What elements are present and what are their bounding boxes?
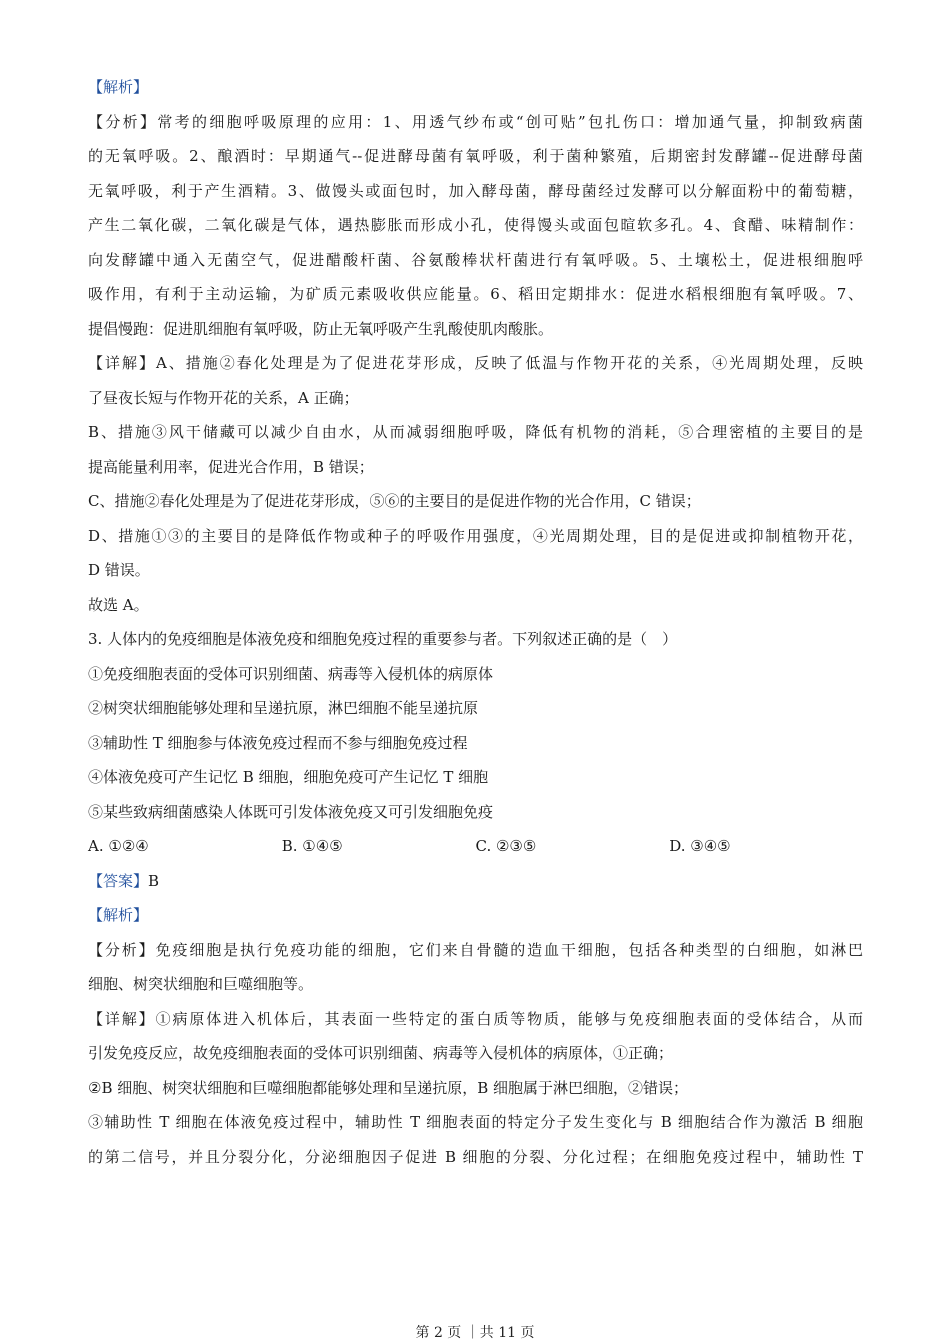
- q3-statement: ⑤某些致病细菌感染人体既可引发体液免疫又可引发细胞免疫: [88, 802, 494, 821]
- q2-fenxi-line: 产生二氧化碳，二氧化碳是气体，遇热膨胀而形成小孔，使得馒头或面包暄软多孔。4、食醋、味精制作：: [88, 216, 863, 234]
- q2-fenxi-line: 提倡慢跑：促进肌细胞有氧呼吸，防止无氧呼吸产生乳酸使肌肉酸胀。: [88, 319, 554, 338]
- q3-statement: ②树突状细胞能够处理和呈递抗原，淋巴细胞不能呈递抗原: [88, 699, 479, 717]
- q2-fenxi-line: 吸作用，有利于主动运输，为矿质元素吸收供应能量。6、稻田定期排水：促进水稻根细胞有氧呼吸。7、: [88, 285, 863, 303]
- q2-fenxi-line: 的无氧呼吸。2、酿酒时：早期通气--促进酵母菌有氧呼吸，利于菌种繁殖，后期密封发酵罐--促进酵母菌: [88, 147, 863, 165]
- xiangjie-tag: 【详解】: [88, 1009, 156, 1028]
- page-footer: 第 2 页 ｜共 11 页: [415, 1325, 535, 1341]
- fenxi-tag: 【分析】: [88, 940, 156, 959]
- q2-fenxi-line: 向发酵罐中通入无菌空气，促进醋酸杆菌、谷氨酸棒状杆菌进行有氧呼吸。5、土壤松土，促进根细胞呼: [88, 250, 863, 269]
- q2-xiangjie-line: 提高能量利用率，促进光合作用，B 错误；: [88, 457, 374, 476]
- answer-value: B: [148, 871, 160, 890]
- q3-statement: ③辅助性 T 细胞参与体液免疫过程而不参与细胞免疫过程: [88, 733, 468, 752]
- q2-xiangjie-line: D、措施①③的主要目的是降低作物或种子的呼吸作用强度，④光周期处理，目的是促进或抑制植物开花，: [88, 526, 863, 545]
- q2-fenxi-line: 【分析】常考的细胞呼吸原理的应用：1、用透气纱布或“创可贴”包扎伤口：增加通气量，抑制致病菌: [88, 112, 863, 131]
- option-b: B. ①④⑤: [281, 837, 343, 855]
- option-c: C. ②③⑤: [475, 837, 537, 855]
- answer-tag: 【答案】: [88, 871, 149, 890]
- q2-xiangjie-line: D 错误。: [88, 561, 150, 579]
- q3-stem: 3. 人体内的免疫细胞是体液免疫和细胞免疫过程的重要参与者。下列叙述正确的是（ ）: [88, 630, 678, 648]
- q2-xiangjie-line: C、措施②春化处理是为了促进花芽形成，⑤⑥的主要目的是促进作物的光合作用，C 错误；: [88, 492, 701, 510]
- q2-xiangjie-line: B、措施③风干储藏可以减少自由水，从而减弱细胞呼吸，降低有机物的消耗，⑤合理密植的主要目的是: [88, 423, 863, 441]
- q3-xiangjie-line: 的第二信号，并且分裂分化，分泌细胞因子促进 B 细胞的分裂、分化过程；在细胞免疫过程中，辅助性 T: [88, 1147, 863, 1166]
- q3-xiangjie-line: ②B 细胞、树突状细胞和巨噬细胞都能够处理和呈递抗原，B 细胞属于淋巴细胞，②错误；: [88, 1078, 689, 1097]
- q2-xiangjie-line: 【详解】A、措施②春化处理是为了促进花芽形成，反映了低温与作物开花的关系，④光周期处理，反映: [88, 354, 863, 372]
- q3-xiangjie-line: ③辅助性 T 细胞在体液免疫过程中，辅助性 T 细胞表面的特定分子发生变化与 B 细胞结合作为激活 B 细胞: [88, 1113, 863, 1131]
- q2-xiangjie-line: 故选 A。: [88, 595, 149, 614]
- q3-xiangjie-line: 【详解】①病原体进入机体后，其表面一些特定的蛋白质等物质，能够与免疫细胞表面的受体结合，从而: [88, 1009, 863, 1028]
- q2-xiangjie-line: 了昼夜长短与作物开花的关系，A 正确；: [88, 388, 359, 407]
- q3-options: [88, 829, 863, 864]
- document-body: [88, 70, 863, 1174]
- option-a: A. ①②④: [88, 837, 149, 855]
- option-d: D. ③④⑤: [669, 837, 731, 855]
- q3-answer: [88, 864, 863, 899]
- q3-statement: ④体液免疫可产生记忆 B 细胞，细胞免疫可产生记忆 T 细胞: [88, 768, 489, 786]
- q3-xiangjie-line: 引发免疫反应，故免疫细胞表面的受体可识别细菌、病毒等入侵机体的病原体，①正确；: [88, 1044, 674, 1062]
- fenxi-tag: 【分析】: [88, 112, 158, 131]
- q3-fenxi-line: 【分析】免疫细胞是执行免疫功能的细胞，它们来自骨髓的造血干细胞，包括各种类型的白细胞，如淋巴: [88, 940, 863, 959]
- q2-analysis-heading: 【解析】: [88, 78, 149, 96]
- q3-statement: ①免疫细胞表面的受体可识别细菌、病毒等入侵机体的病原体: [88, 664, 494, 683]
- q3-analysis-heading: 【解析】: [88, 906, 149, 924]
- xiangjie-tag: 【详解】: [88, 354, 156, 372]
- q3-fenxi-line: 细胞、树突状细胞和巨噬细胞等。: [88, 975, 314, 993]
- q2-fenxi-line: 无氧呼吸，利于产生酒精。3、做馒头或面包时，加入酵母菌，酵母菌经过发酵可以分解面粉中的葡萄糖，: [88, 181, 863, 200]
